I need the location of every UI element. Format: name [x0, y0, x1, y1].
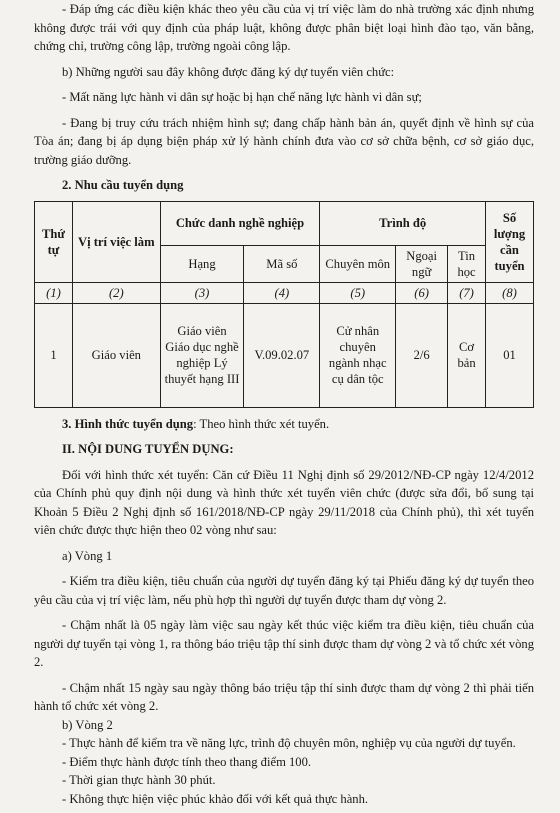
paragraph: - Điểm thực hành được tính theo thang điểm 100.	[62, 754, 312, 769]
index-cell: (6)	[396, 282, 448, 303]
row-quantity: 01	[486, 303, 534, 407]
col-header-language: Ngoại ngữ	[396, 245, 448, 282]
paragraph: - Thời gian thực hành 30 phút.	[62, 773, 216, 787]
col-header-rank: Hạng	[160, 245, 244, 282]
paragraph: - Đáp ứng các điều kiện khác theo yêu cầu của vị trí việc làm do nhà trường xác định nhưng không được trái với quy định của pháp luật, không được phân biệt loại hình đào tạo, văn bằng, chứng chỉ, trường công lập, trường ngoài công lập.	[34, 2, 534, 53]
row-stt: 1	[35, 303, 73, 407]
section-heading: 3. Hình thức tuyển dụng	[62, 416, 194, 431]
section-heading: II. NỘI DUNG TUYỂN DỤNG:	[62, 442, 234, 456]
paragraph: - Không thực hiện việc phúc khảo đối với kết quả thực hành.	[62, 791, 369, 806]
paragraph: a) Vòng 1	[62, 548, 113, 563]
paragraph: - Chậm nhất là 05 ngày làm việc sau ngày kết thúc việc kiểm tra điều kiện, tiêu chuẩn của người dự tuyển tại vòng 1, ra thông báo triệu tập thí sinh được tham dự vòng 2 và tổ chức xét vòng 2.	[34, 618, 534, 669]
paragraph: - Mất năng lực hành vi dân sự hoặc bị hạn chế năng lực hành vi dân sự;	[62, 90, 422, 104]
col-header-it: Tin học	[448, 245, 486, 282]
col-header-title: Chức danh nghề nghiệp	[160, 201, 320, 245]
paragraph: b) Những người sau đây không được đăng ký dự tuyển viên chức:	[62, 64, 395, 79]
row-major: Cử nhân chuyên ngành nhạc cụ dân tộc	[320, 303, 396, 407]
paragraph: Đối với hình thức xét tuyển: Căn cứ Điều 11 Nghị định số 29/2012/NĐ-CP ngày 12/4/2012 của Chính phủ quy định nội dung và hình thức xét tuyển viên chức (được sửa đổi, bổ sung tại Khoản 5 Điều 2 Nghị định số 161/2018/NĐ-CP ngày 29/11/2018 của Chính phủ), thì xét tuyển viên chức được thực hiện theo 02 vòng như sau:	[34, 467, 534, 537]
col-header-quantity: Số lượng cần tuyển	[486, 201, 534, 282]
paragraph	[34, 415, 534, 434]
col-header-major: Chuyên môn	[320, 245, 396, 282]
paragraph: b) Vòng 2	[62, 717, 113, 732]
index-cell: (7)	[448, 282, 486, 303]
table-row	[35, 303, 534, 407]
row-it: Cơ bản	[448, 303, 486, 407]
row-rank: Giáo viên Giáo dục nghề nghiệp Lý thuyết hạng III	[160, 303, 244, 407]
index-cell: (8)	[486, 282, 534, 303]
index-cell: (4)	[244, 282, 320, 303]
section-heading: 2. Nhu cầu tuyển dụng	[62, 178, 184, 192]
section-heading-rest: : Theo hình thức xét tuyển.	[193, 416, 330, 431]
row-code: V.09.02.07	[244, 303, 320, 407]
col-header-stt: Thứ tự	[35, 201, 73, 282]
index-cell: (2)	[72, 282, 160, 303]
paragraph: - Thực hành để kiểm tra về năng lực, trình độ chuyên môn, nghiệp vụ của người dự tuyển.	[62, 736, 516, 750]
paragraph: - Đang bị truy cứu trách nhiệm hình sự; đang chấp hành bản án, quyết định về hình sự của Tòa án; đang bị áp dụng biện pháp xử lý hành chính đưa vào cơ sở chữa bệnh, cơ sở giáo dục, trường giáo dưỡng.	[34, 115, 534, 167]
paragraph: - Kiểm tra điều kiện, tiêu chuẩn của người dự tuyển đăng ký tại Phiếu đăng ký dự tuyển theo yêu cầu của vị trí việc làm, nếu phù hợp thì người dự tuyển được tham dự vòng 2.	[34, 574, 534, 607]
col-header-code: Mã số	[244, 245, 320, 282]
recruitment-table	[34, 201, 534, 408]
col-header-position: Vị trí việc làm	[72, 201, 160, 282]
row-position: Giáo viên	[72, 303, 160, 407]
index-cell: (5)	[320, 282, 396, 303]
col-header-level: Trình độ	[320, 201, 486, 245]
row-language: 2/6	[396, 303, 448, 407]
index-cell: (1)	[35, 282, 73, 303]
paragraph: - Chậm nhất 15 ngày sau ngày thông báo triệu tập thí sinh được tham dự vòng 2 thì phải tiến hành tổ chức xét vòng 2.	[34, 680, 534, 713]
index-cell: (3)	[160, 282, 244, 303]
